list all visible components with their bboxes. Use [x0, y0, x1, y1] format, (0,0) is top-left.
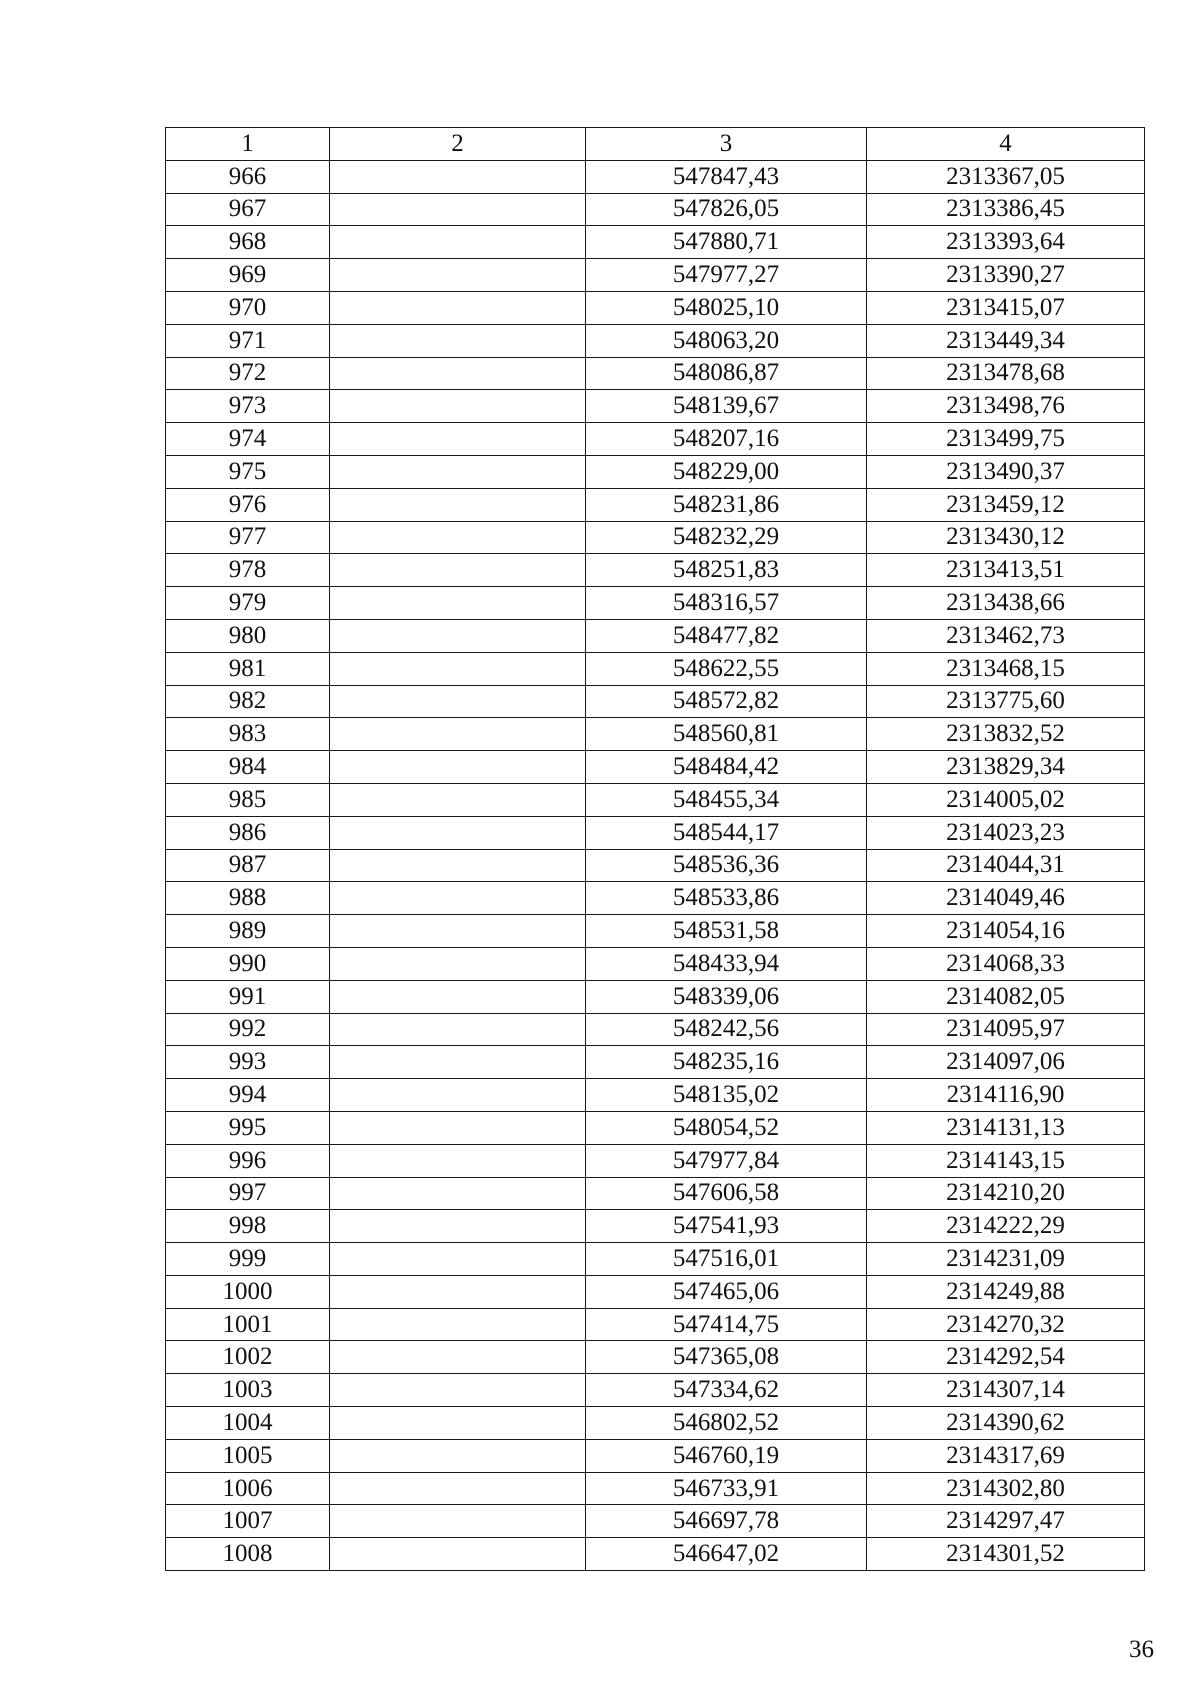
y-coordinate-cell: 2314270,32 [867, 1308, 1145, 1341]
table-row [166, 1013, 1145, 1046]
table-row [166, 1439, 1145, 1472]
empty-cell [330, 980, 586, 1013]
point-number-cell: 993 [166, 1046, 330, 1079]
empty-cell [330, 915, 586, 948]
empty-cell [330, 947, 586, 980]
point-number-cell: 969 [166, 259, 330, 292]
y-coordinate-cell: 2314390,62 [867, 1407, 1145, 1440]
point-number-cell: 971 [166, 324, 330, 357]
table-row [166, 1210, 1145, 1243]
x-coordinate-cell: 548229,00 [586, 455, 867, 488]
x-coordinate-cell: 546697,78 [586, 1505, 867, 1538]
point-number-cell: 981 [166, 652, 330, 685]
point-number-cell: 974 [166, 423, 330, 456]
y-coordinate-cell: 2313430,12 [867, 521, 1145, 554]
point-number-cell: 982 [166, 685, 330, 718]
point-number-cell: 987 [166, 849, 330, 882]
x-coordinate-cell: 548455,34 [586, 783, 867, 816]
empty-cell [330, 1144, 586, 1177]
y-coordinate-cell: 2314249,88 [867, 1275, 1145, 1308]
column-header: 3 [586, 128, 867, 161]
table-header [166, 128, 1145, 161]
y-coordinate-cell: 2314302,80 [867, 1472, 1145, 1505]
y-coordinate-cell: 2314054,16 [867, 915, 1145, 948]
table-row [166, 1505, 1145, 1538]
point-number-cell: 970 [166, 291, 330, 324]
coordinates-table [165, 127, 1145, 1571]
point-number-cell: 980 [166, 619, 330, 652]
point-number-cell: 1000 [166, 1275, 330, 1308]
empty-cell [330, 1275, 586, 1308]
table-row [166, 1308, 1145, 1341]
x-coordinate-cell: 548086,87 [586, 357, 867, 390]
empty-cell [330, 652, 586, 685]
table-row [166, 521, 1145, 554]
y-coordinate-cell: 2314082,05 [867, 980, 1145, 1013]
y-coordinate-cell: 2313459,12 [867, 488, 1145, 521]
empty-cell [330, 1046, 586, 1079]
table-row [166, 1111, 1145, 1144]
empty-cell [330, 357, 586, 390]
point-number-cell: 990 [166, 947, 330, 980]
point-number-cell: 967 [166, 193, 330, 226]
table-row [166, 1177, 1145, 1210]
empty-cell [330, 619, 586, 652]
point-number-cell: 972 [166, 357, 330, 390]
table-row [166, 160, 1145, 193]
x-coordinate-cell: 548484,42 [586, 751, 867, 784]
x-coordinate-cell: 548536,36 [586, 849, 867, 882]
x-coordinate-cell: 548231,86 [586, 488, 867, 521]
table-body [166, 160, 1145, 1570]
point-number-cell: 966 [166, 160, 330, 193]
column-header: 2 [330, 128, 586, 161]
table-row [166, 652, 1145, 685]
x-coordinate-cell: 546802,52 [586, 1407, 867, 1440]
x-coordinate-cell: 548316,57 [586, 587, 867, 620]
x-coordinate-cell: 548063,20 [586, 324, 867, 357]
y-coordinate-cell: 2314301,52 [867, 1538, 1145, 1571]
empty-cell [330, 1407, 586, 1440]
table-row [166, 1046, 1145, 1079]
x-coordinate-cell: 547334,62 [586, 1374, 867, 1407]
empty-cell [330, 1079, 586, 1112]
table-row [166, 751, 1145, 784]
x-coordinate-cell: 547365,08 [586, 1341, 867, 1374]
table-row [166, 1472, 1145, 1505]
table-row [166, 816, 1145, 849]
y-coordinate-cell: 2313449,34 [867, 324, 1145, 357]
x-coordinate-cell: 547541,93 [586, 1210, 867, 1243]
point-number-cell: 999 [166, 1243, 330, 1276]
empty-cell [330, 1243, 586, 1276]
y-coordinate-cell: 2314005,02 [867, 783, 1145, 816]
empty-cell [330, 1177, 586, 1210]
point-number-cell: 994 [166, 1079, 330, 1112]
table-row [166, 980, 1145, 1013]
y-coordinate-cell: 2313415,07 [867, 291, 1145, 324]
table-row [166, 193, 1145, 226]
empty-cell [330, 685, 586, 718]
table-row [166, 1144, 1145, 1177]
table-row [166, 1374, 1145, 1407]
x-coordinate-cell: 548235,16 [586, 1046, 867, 1079]
table-row [166, 915, 1145, 948]
point-number-cell: 1001 [166, 1308, 330, 1341]
y-coordinate-cell: 2313390,27 [867, 259, 1145, 292]
empty-cell [330, 1013, 586, 1046]
empty-cell [330, 1439, 586, 1472]
y-coordinate-cell: 2314292,54 [867, 1341, 1145, 1374]
column-header: 1 [166, 128, 330, 161]
point-number-cell: 995 [166, 1111, 330, 1144]
point-number-cell: 986 [166, 816, 330, 849]
x-coordinate-cell: 547414,75 [586, 1308, 867, 1341]
table-row [166, 783, 1145, 816]
point-number-cell: 976 [166, 488, 330, 521]
point-number-cell: 977 [166, 521, 330, 554]
y-coordinate-cell: 2314210,20 [867, 1177, 1145, 1210]
point-number-cell: 975 [166, 455, 330, 488]
table-row [166, 685, 1145, 718]
point-number-cell: 1002 [166, 1341, 330, 1374]
point-number-cell: 978 [166, 554, 330, 587]
column-header: 4 [867, 128, 1145, 161]
point-number-cell: 968 [166, 226, 330, 259]
table-row [166, 324, 1145, 357]
empty-cell [330, 521, 586, 554]
x-coordinate-cell: 546647,02 [586, 1538, 867, 1571]
empty-cell [330, 226, 586, 259]
point-number-cell: 1003 [166, 1374, 330, 1407]
x-coordinate-cell: 547977,27 [586, 259, 867, 292]
x-coordinate-cell: 547847,43 [586, 160, 867, 193]
table-row [166, 455, 1145, 488]
table-row [166, 1407, 1145, 1440]
x-coordinate-cell: 547465,06 [586, 1275, 867, 1308]
table-row [166, 849, 1145, 882]
x-coordinate-cell: 547977,84 [586, 1144, 867, 1177]
point-number-cell: 985 [166, 783, 330, 816]
empty-cell [330, 193, 586, 226]
y-coordinate-cell: 2314317,69 [867, 1439, 1145, 1472]
point-number-cell: 1004 [166, 1407, 330, 1440]
header-row [166, 128, 1145, 161]
point-number-cell: 991 [166, 980, 330, 1013]
table-row [166, 390, 1145, 423]
y-coordinate-cell: 2314049,46 [867, 882, 1145, 915]
empty-cell [330, 259, 586, 292]
table-row [166, 488, 1145, 521]
x-coordinate-cell: 548477,82 [586, 619, 867, 652]
empty-cell [330, 882, 586, 915]
x-coordinate-cell: 548433,94 [586, 947, 867, 980]
y-coordinate-cell: 2313478,68 [867, 357, 1145, 390]
y-coordinate-cell: 2313386,45 [867, 193, 1145, 226]
point-number-cell: 1008 [166, 1538, 330, 1571]
empty-cell [330, 1210, 586, 1243]
empty-cell [330, 455, 586, 488]
empty-cell [330, 587, 586, 620]
empty-cell [330, 423, 586, 456]
y-coordinate-cell: 2313490,37 [867, 455, 1145, 488]
empty-cell [330, 1308, 586, 1341]
x-coordinate-cell: 548054,52 [586, 1111, 867, 1144]
empty-cell [330, 1374, 586, 1407]
table-row [166, 947, 1145, 980]
empty-cell [330, 160, 586, 193]
y-coordinate-cell: 2314297,47 [867, 1505, 1145, 1538]
y-coordinate-cell: 2314307,14 [867, 1374, 1145, 1407]
x-coordinate-cell: 548242,56 [586, 1013, 867, 1046]
table-row [166, 423, 1145, 456]
point-number-cell: 1007 [166, 1505, 330, 1538]
y-coordinate-cell: 2313413,51 [867, 554, 1145, 587]
y-coordinate-cell: 2314143,15 [867, 1144, 1145, 1177]
x-coordinate-cell: 548251,83 [586, 554, 867, 587]
page-number: 36 [1129, 1636, 1154, 1663]
x-coordinate-cell: 548544,17 [586, 816, 867, 849]
table-row [166, 1243, 1145, 1276]
y-coordinate-cell: 2314097,06 [867, 1046, 1145, 1079]
point-number-cell: 996 [166, 1144, 330, 1177]
table-row [166, 882, 1145, 915]
point-number-cell: 989 [166, 915, 330, 948]
y-coordinate-cell: 2314116,90 [867, 1079, 1145, 1112]
table-row [166, 259, 1145, 292]
x-coordinate-cell: 548572,82 [586, 685, 867, 718]
point-number-cell: 984 [166, 751, 330, 784]
x-coordinate-cell: 548339,06 [586, 980, 867, 1013]
x-coordinate-cell: 548622,55 [586, 652, 867, 685]
point-number-cell: 1006 [166, 1472, 330, 1505]
x-coordinate-cell: 548135,02 [586, 1079, 867, 1112]
empty-cell [330, 291, 586, 324]
y-coordinate-cell: 2314068,33 [867, 947, 1145, 980]
point-number-cell: 997 [166, 1177, 330, 1210]
empty-cell [330, 1341, 586, 1374]
table-row [166, 619, 1145, 652]
x-coordinate-cell: 547606,58 [586, 1177, 867, 1210]
empty-cell [330, 324, 586, 357]
empty-cell [330, 1111, 586, 1144]
table-row [166, 357, 1145, 390]
y-coordinate-cell: 2314095,97 [867, 1013, 1145, 1046]
empty-cell [330, 751, 586, 784]
x-coordinate-cell: 546733,91 [586, 1472, 867, 1505]
y-coordinate-cell: 2313499,75 [867, 423, 1145, 456]
empty-cell [330, 783, 586, 816]
table-row [166, 226, 1145, 259]
table-row [166, 554, 1145, 587]
empty-cell [330, 390, 586, 423]
point-number-cell: 992 [166, 1013, 330, 1046]
y-coordinate-cell: 2313393,64 [867, 226, 1145, 259]
empty-cell [330, 1505, 586, 1538]
empty-cell [330, 554, 586, 587]
empty-cell [330, 849, 586, 882]
y-coordinate-cell: 2314222,29 [867, 1210, 1145, 1243]
x-coordinate-cell: 548560,81 [586, 718, 867, 751]
y-coordinate-cell: 2314131,13 [867, 1111, 1145, 1144]
point-number-cell: 979 [166, 587, 330, 620]
y-coordinate-cell: 2313462,73 [867, 619, 1145, 652]
table-row [166, 587, 1145, 620]
empty-cell [330, 718, 586, 751]
point-number-cell: 998 [166, 1210, 330, 1243]
y-coordinate-cell: 2313832,52 [867, 718, 1145, 751]
x-coordinate-cell: 548025,10 [586, 291, 867, 324]
y-coordinate-cell: 2314023,23 [867, 816, 1145, 849]
table-row [166, 1538, 1145, 1571]
point-number-cell: 988 [166, 882, 330, 915]
table-row [166, 1341, 1145, 1374]
point-number-cell: 983 [166, 718, 330, 751]
y-coordinate-cell: 2313498,76 [867, 390, 1145, 423]
x-coordinate-cell: 547516,01 [586, 1243, 867, 1276]
table-row [166, 718, 1145, 751]
table-row [166, 1275, 1145, 1308]
y-coordinate-cell: 2313438,66 [867, 587, 1145, 620]
x-coordinate-cell: 548531,58 [586, 915, 867, 948]
point-number-cell: 1005 [166, 1439, 330, 1472]
y-coordinate-cell: 2314044,31 [867, 849, 1145, 882]
y-coordinate-cell: 2313775,60 [867, 685, 1145, 718]
empty-cell [330, 1472, 586, 1505]
y-coordinate-cell: 2314231,09 [867, 1243, 1145, 1276]
x-coordinate-cell: 548139,67 [586, 390, 867, 423]
y-coordinate-cell: 2313367,05 [867, 160, 1145, 193]
x-coordinate-cell: 547880,71 [586, 226, 867, 259]
empty-cell [330, 1538, 586, 1571]
point-number-cell: 973 [166, 390, 330, 423]
x-coordinate-cell: 547826,05 [586, 193, 867, 226]
x-coordinate-cell: 548232,29 [586, 521, 867, 554]
y-coordinate-cell: 2313468,15 [867, 652, 1145, 685]
x-coordinate-cell: 548533,86 [586, 882, 867, 915]
y-coordinate-cell: 2313829,34 [867, 751, 1145, 784]
empty-cell [330, 488, 586, 521]
table-row [166, 291, 1145, 324]
table-row [166, 1079, 1145, 1112]
x-coordinate-cell: 548207,16 [586, 423, 867, 456]
empty-cell [330, 816, 586, 849]
x-coordinate-cell: 546760,19 [586, 1439, 867, 1472]
